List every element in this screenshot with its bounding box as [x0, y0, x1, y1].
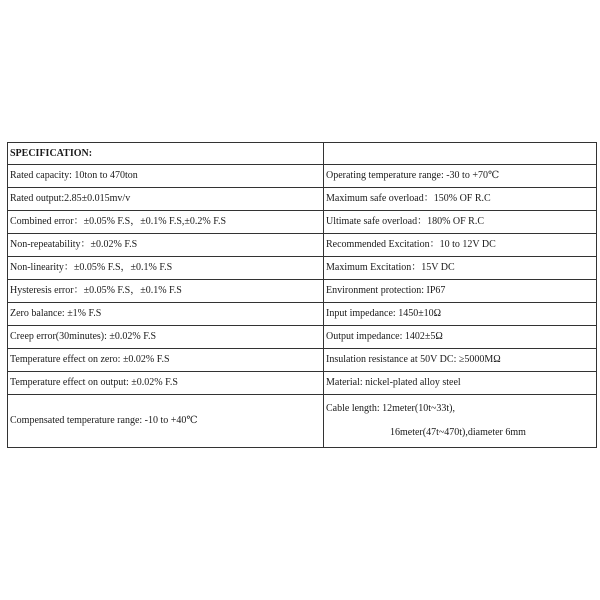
- spec-cell-left: Rated capacity: 10ton to 470ton: [8, 165, 324, 188]
- spec-cell-left: Temperature effect on output: ±0.02% F.S: [8, 372, 324, 395]
- spec-cell-right: Maximum Excitation：15V DC: [324, 257, 597, 280]
- table-row: [8, 211, 597, 234]
- spec-cell-left: Rated output:2.85±0.015mv/v: [8, 188, 324, 211]
- spec-cell-right: Material: nickel-plated alloy steel: [324, 372, 597, 395]
- spec-cell-right: Maximum safe overload：150% OF R.C: [324, 188, 597, 211]
- table-row: [8, 303, 597, 326]
- spec-cell-right: Output impedance: 1402±5Ω: [324, 326, 597, 349]
- spec-cell-right: Operating temperature range: -30 to +70℃: [324, 165, 597, 188]
- table-row: [8, 395, 597, 448]
- spec-cell-left: Non-linearity：±0.05% F.S，±0.1% F.S: [8, 257, 324, 280]
- table-header-row: [8, 143, 597, 165]
- spec-cell-left: Hysteresis error：±0.05% F.S，±0.1% F.S: [8, 280, 324, 303]
- cable-length-line-2: 16meter(47t~470t),diameter 6mm: [390, 427, 526, 438]
- spec-cell-right: Ultimate safe overload：180% OF R.C: [324, 211, 597, 234]
- table-row: [8, 372, 597, 395]
- table-row: [8, 257, 597, 280]
- table-row: [8, 165, 597, 188]
- cable-length-cell: [324, 395, 597, 448]
- table-row: [8, 234, 597, 257]
- spec-cell-left: Zero balance: ±1% F.S: [8, 303, 324, 326]
- spec-cell-left: Temperature effect on zero: ±0.02% F.S: [8, 349, 324, 372]
- spec-cell-left: Compensated temperature range: -10 to +40℃: [8, 395, 324, 448]
- spec-cell-right: Environment protection: IP67: [324, 280, 597, 303]
- table-row: [8, 349, 597, 372]
- spec-cell-left: Combined error：±0.05% F.S，±0.1% F.S,±0.2% F.S: [8, 211, 324, 234]
- header-empty-cell: [324, 143, 597, 165]
- table-row: [8, 188, 597, 211]
- cable-length-line-1: Cable length: 12meter(10t~33t),: [326, 403, 455, 414]
- specification-table: [7, 142, 597, 448]
- spec-cell-right: Input impedance: 1450±10Ω: [324, 303, 597, 326]
- table-row: [8, 280, 597, 303]
- table-row: [8, 326, 597, 349]
- spec-cell-right: Recommended Excitation：10 to 12V DC: [324, 234, 597, 257]
- spec-title: SPECIFICATION:: [8, 143, 324, 165]
- spec-cell-right: Insulation resistance at 50V DC: ≥5000MΩ: [324, 349, 597, 372]
- spec-cell-left: Creep error(30minutes): ±0.02% F.S: [8, 326, 324, 349]
- spec-cell-left: Non-repeatability：±0.02% F.S: [8, 234, 324, 257]
